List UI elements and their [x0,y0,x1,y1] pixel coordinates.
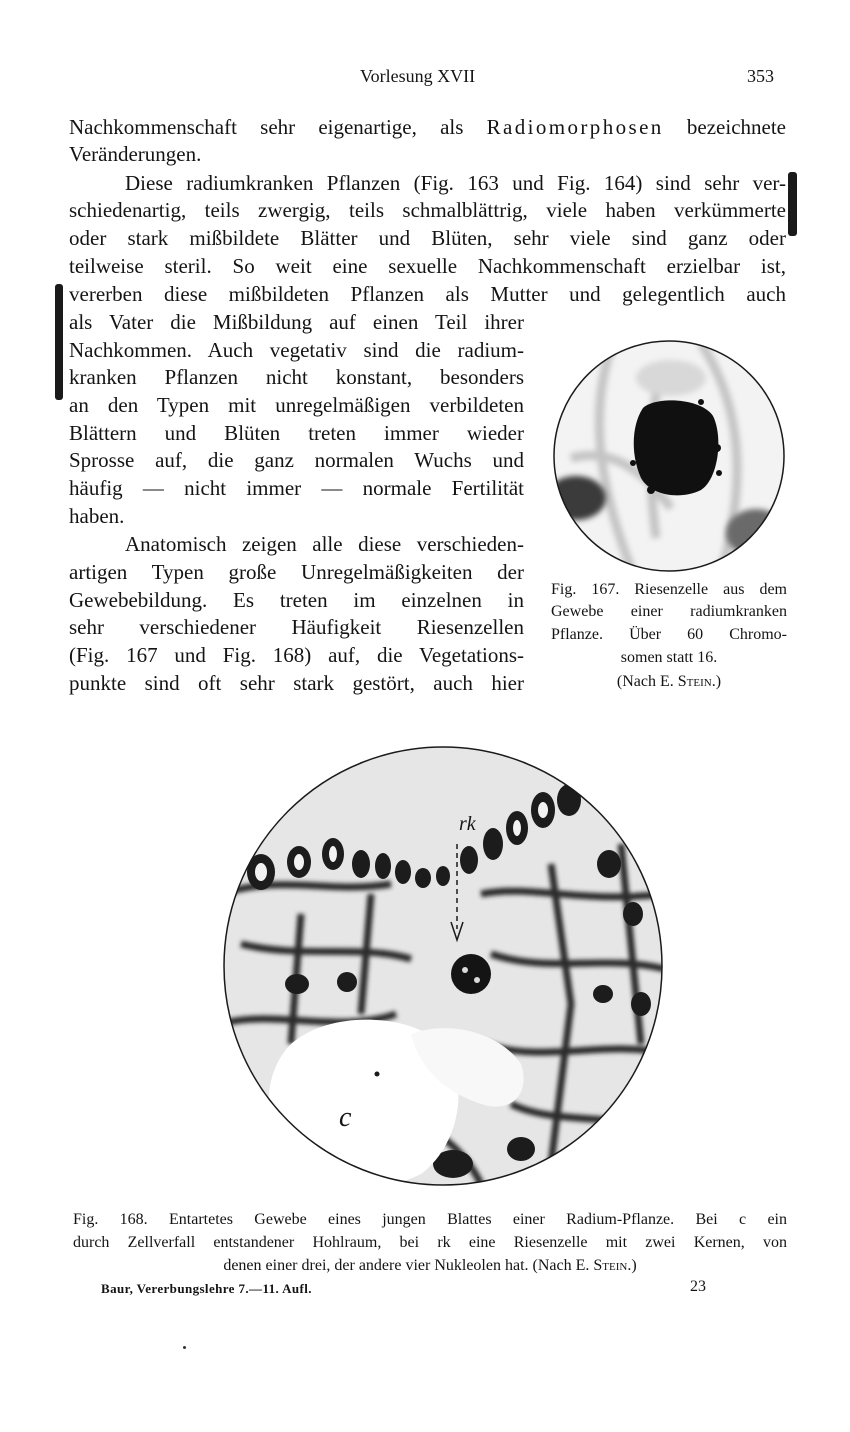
fig168-label-c: c [339,1102,352,1133]
fig167-caption-line: Fig. 167. Riesenzelle aus dem [551,581,787,598]
body-line: (Fig. 167 und Fig. 168) auf, die Vegetations- [69,643,524,667]
fig168-label-rk: rk [459,813,476,835]
fig168-caption-line: denen einer drei, der andere vier Nukleolen hat. (Nach E. Stein.) [223,1257,637,1274]
body-line: als Vater die Mißbildung auf einen Teil ihrer [69,310,524,334]
author-name: Stein [593,1257,628,1274]
author-name: Stein [677,673,712,690]
margin-mark [55,284,63,400]
fig168-caption-line: durch Zellverfall entstandener Hohlraum, bei rk eine Riesenzelle mit zwei Kernen, von [73,1234,787,1251]
body-line: sehr verschiedener Häufigkeit Riesenzellen [69,615,524,639]
body-line: kranken Pflanzen nicht konstant, besonders [69,365,524,389]
stray-speck [183,1346,186,1349]
fig167-caption-line: Pflanze. Über 60 Chromo- [551,626,787,643]
fig167-caption-line: somen statt 16. [620,649,718,666]
footer-signature: Baur, Vererbungslehre 7.—11. Aufl. [101,1281,312,1296]
fig168-micrograph [221,744,665,1188]
body-line: Nachkommen. Auch vegetativ sind die radium- [69,338,524,362]
body-line: Gewebebildung. Es treten im einzelnen in [69,588,524,612]
body-line: Veränderungen. [69,142,202,166]
body-line: teilweise steril. So weit eine sexuelle Nachkommenschaft erzielbar ist, [69,254,786,278]
body-line: häufig — nicht immer — normale Fertilität [69,476,524,500]
emphasized-term: Radiomorphosen [486,115,664,139]
body-line: an den Typen mit unregelmäßigen verbildeten [69,393,524,417]
page-number: 353 [747,66,774,86]
running-title: Vorlesung XVII [360,66,476,86]
fig168-caption-line: Fig. 168. Entartetes Gewebe eines jungen Blattes einer Radium-Pflanze. Bei c ein [73,1211,787,1228]
sheet-number: 23 [690,1278,706,1295]
body-line: punkte sind oft sehr stark gestört, auch hier [69,671,524,695]
body-line: Sprosse auf, die ganz normalen Wuchs und [69,448,524,472]
body-line: oder stark mißbildete Blätter und Blüten, sehr viele sind ganz oder [69,226,786,250]
body-line: schiedenartig, teils zwergig, teils schmalblättrig, viele haben verkümmerte [69,198,786,222]
margin-mark [788,172,797,236]
body-line: artigen Typen große Unregelmäßigkeiten der [69,560,524,584]
fig167-credit: (Nach E. Stein.) [616,673,722,690]
body-line: Diese radiumkranken Pflanzen (Fig. 163 und Fig. 164) sind sehr ver- [125,171,786,195]
body-line: Nachkommenschaft sehr eigenartige, als Radiomorphosen bezeichnete [69,115,786,139]
body-line: haben. [69,504,125,528]
fig167-micrograph [551,338,787,574]
body-line: vererben diese mißbildeten Pflanzen als Mutter und gelegentlich auch [69,282,786,306]
fig167-caption-line: Gewebe einer radiumkranken [551,603,787,620]
body-line: Blättern und Blüten treten immer wieder [69,421,524,445]
body-line: Anatomisch zeigen alle diese verschieden- [125,532,524,556]
